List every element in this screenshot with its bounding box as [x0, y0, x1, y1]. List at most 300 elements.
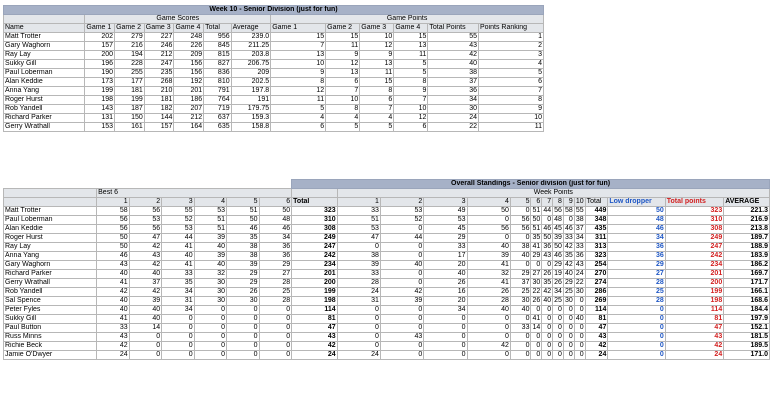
- week-cell: 186: [174, 96, 204, 105]
- total-points-cell: 308: [665, 225, 723, 234]
- week-point-cell: 42: [564, 261, 573, 268]
- week-point-cell: 25: [564, 288, 573, 295]
- week-total-cell: 43: [585, 333, 608, 342]
- week-point-cell: 31: [337, 297, 380, 306]
- week-cell: 212: [174, 114, 204, 123]
- week-cell: 181: [115, 87, 145, 96]
- total-points-header: Total points: [665, 198, 723, 207]
- average-cell: 189.5: [724, 342, 770, 351]
- week-point-cell: 40: [467, 243, 510, 252]
- week-cell: 164: [174, 123, 204, 132]
- week-point-cell: 40: [510, 306, 531, 315]
- best-score-cell: 0: [129, 333, 161, 342]
- week-point-cell: 0: [542, 342, 553, 351]
- week-point-cell: 0: [424, 333, 467, 342]
- average-cell: 183.9: [724, 252, 770, 261]
- best-score-cell: 53: [162, 225, 194, 234]
- week-total-cell: 286: [585, 288, 608, 297]
- best-score-cell: 40: [194, 243, 226, 252]
- total-points-cell: 81: [665, 315, 723, 324]
- game-points-header: Game Points: [271, 15, 544, 24]
- player-name: Ray Lay: [4, 243, 97, 252]
- low-dropper-header: Low dropper: [608, 198, 665, 207]
- week-total-cell: 270: [585, 270, 608, 279]
- best-score-cell: 0: [129, 351, 161, 360]
- week-col-header: 4: [467, 198, 510, 207]
- week-cell: 9: [360, 51, 394, 60]
- week-point-cell: 29: [554, 261, 562, 268]
- week-point-cell: 0: [337, 243, 380, 252]
- week-cell: 191: [231, 96, 271, 105]
- best-score-cell: 0: [259, 342, 292, 351]
- average-cell: 216.9: [724, 216, 770, 225]
- week-point-cell: 0: [380, 252, 423, 261]
- week-cell: 190: [85, 69, 115, 78]
- low-dropper-cell: 34: [608, 234, 665, 243]
- week-cell: 5: [360, 123, 394, 132]
- week-total-cell: 47: [585, 324, 608, 333]
- table-row: [4, 306, 770, 315]
- week-cell: 182: [144, 105, 174, 114]
- week-cell: 15: [326, 33, 360, 42]
- week-total-cell: 348: [585, 216, 608, 225]
- average-cell: 166.1: [724, 288, 770, 297]
- week-cell: 13: [360, 60, 394, 69]
- week-point-cell: 0: [553, 324, 564, 333]
- best-score-cell: 56: [129, 207, 161, 216]
- best-6-header: Best 6: [97, 189, 292, 198]
- week-cell: 8: [394, 78, 428, 87]
- player-name: Sukky Gill: [4, 60, 85, 69]
- week-cell: 30: [428, 105, 479, 114]
- best-score-cell: 47: [129, 234, 161, 243]
- week-point-cell: 0: [380, 225, 423, 234]
- week-cell: 268: [144, 78, 174, 87]
- week-cell: 12: [271, 87, 326, 96]
- week-point-cell: 0: [380, 306, 423, 315]
- week-cell: 13: [271, 51, 326, 60]
- week-total-cell: 24: [585, 351, 608, 360]
- week-point-cell: 0: [467, 333, 510, 342]
- best-score-cell: 33: [97, 324, 129, 333]
- week-point-cell: 0: [424, 342, 467, 351]
- best-score-cell: 40: [97, 306, 129, 315]
- week-point-cell: 43: [543, 252, 552, 259]
- player-name: Paul Loberman: [4, 69, 85, 78]
- best-score-cell: 48: [259, 216, 292, 225]
- low-dropper-cell: 0: [608, 333, 665, 342]
- table-row: [4, 288, 770, 297]
- player-name: Sukky Gill: [4, 315, 97, 324]
- week-cell: 791: [204, 87, 231, 96]
- table-row: [4, 33, 544, 42]
- total-points-cell: 247: [665, 243, 723, 252]
- week-point-cell: 0: [467, 324, 510, 333]
- week-point-cell: 29: [532, 252, 541, 259]
- player-name: Anna Yang: [4, 252, 97, 261]
- week-total-cell: 254: [585, 261, 608, 270]
- average-cell: 171.0: [724, 351, 770, 360]
- week-point-cell: 41: [467, 279, 510, 288]
- week-point-cell: 52: [380, 216, 423, 225]
- week-point-cell: 0: [542, 216, 553, 225]
- week-point-cell: 22: [575, 279, 584, 286]
- player-name: Richard Parker: [4, 114, 85, 123]
- week-point-cell: 58: [564, 207, 573, 214]
- best-total-cell: 201: [292, 270, 337, 279]
- best-score-cell: 53: [129, 216, 161, 225]
- week-cell: 207: [174, 105, 204, 114]
- week-header-cell: Game 1: [85, 24, 115, 33]
- week-point-cell: 42: [467, 342, 510, 351]
- week-cell: 211.25: [231, 42, 271, 51]
- average-cell: 171.7: [724, 279, 770, 288]
- best-score-cell: 26: [227, 288, 259, 297]
- week-cell: 194: [115, 51, 145, 60]
- total-points-cell: 47: [665, 324, 723, 333]
- best-total-cell: 24: [292, 351, 337, 360]
- best-score-cell: 33: [162, 270, 194, 279]
- table-row: [4, 315, 770, 324]
- week-point-cell: 53: [424, 216, 467, 225]
- total-points-cell: 199: [665, 288, 723, 297]
- week-point-cell: 33: [510, 324, 531, 333]
- week-title: Week 10 - Senior Division (just for fun): [4, 6, 544, 15]
- best-score-cell: 29: [227, 270, 259, 279]
- best-score-cell: 0: [129, 342, 161, 351]
- player-name: Peter Fyles: [4, 306, 97, 315]
- week-point-cell: 46: [554, 252, 562, 259]
- player-name: Roger Hurst: [4, 96, 85, 105]
- best-score-cell: 0: [162, 324, 194, 333]
- best-score-cell: 24: [97, 351, 129, 360]
- week-point-cell: 50: [532, 216, 541, 223]
- week-point-cell: 0: [542, 333, 553, 342]
- best-total-cell: 200: [292, 279, 337, 288]
- week-point-cell: 0: [563, 306, 574, 315]
- best-score-cell: 0: [259, 315, 292, 324]
- player-name: Matt Trotter: [4, 207, 97, 216]
- best-score-cell: 38: [227, 243, 259, 252]
- week-point-cell: 49: [424, 207, 467, 216]
- best-score-cell: 46: [259, 225, 292, 234]
- week-point-cell: 0: [337, 333, 380, 342]
- best-score-cell: 56: [97, 216, 129, 225]
- table-row: [4, 123, 544, 132]
- week-point-cell: 38: [510, 243, 531, 252]
- best-score-cell: 14: [129, 324, 161, 333]
- best-total-cell: 47: [292, 324, 337, 333]
- week-cell: 202: [85, 33, 115, 42]
- best-score-cell: 34: [162, 306, 194, 315]
- player-name: Rob Yandell: [4, 288, 97, 297]
- week-point-cell: 0: [553, 342, 564, 351]
- week-header-cell: Average: [231, 24, 271, 33]
- week-cell: 13: [394, 42, 428, 51]
- best-score-cell: 36: [259, 243, 292, 252]
- low-dropper-cell: 36: [608, 252, 665, 261]
- week-cell: 6: [326, 78, 360, 87]
- best-col-header: 1: [97, 198, 129, 207]
- week-point-cell: 0: [467, 351, 510, 360]
- best-score-cell: 41: [97, 279, 129, 288]
- best-score-cell: 0: [227, 351, 259, 360]
- week-point-cell: 35: [532, 234, 541, 241]
- best-score-cell: 39: [227, 261, 259, 270]
- week-point-cell: 0: [380, 342, 423, 351]
- week-point-cell: 0: [510, 207, 531, 216]
- week-point-cell: 0: [574, 324, 585, 333]
- week-point-cell: 50: [554, 243, 562, 250]
- week-cell: 36: [428, 87, 479, 96]
- best-score-cell: 28: [259, 297, 292, 306]
- best-total-cell: 234: [292, 261, 337, 270]
- player-name: Roger Hurst: [4, 234, 97, 243]
- week-cell: 153: [85, 123, 115, 132]
- best-score-cell: 40: [97, 270, 129, 279]
- best-total-cell: 323: [292, 207, 337, 216]
- player-name: Russ Minns: [4, 333, 97, 342]
- week-point-cell: 0: [467, 216, 510, 225]
- week-point-cell: 27: [532, 270, 541, 277]
- week-cell: 210: [144, 87, 174, 96]
- player-name: Gerry Wrathall: [4, 123, 85, 132]
- week-cell: 5: [326, 123, 360, 132]
- week-cell: 239.0: [231, 33, 271, 42]
- best-score-cell: 51: [194, 225, 226, 234]
- week-header-cell: Game 2: [115, 24, 145, 33]
- week-cell: 956: [204, 33, 231, 42]
- week-point-cell: 25: [510, 288, 531, 297]
- week-point-cell: 0: [380, 351, 423, 360]
- best-score-cell: 35: [227, 234, 259, 243]
- week-cell: 1: [478, 33, 543, 42]
- week-point-cell: 37: [575, 225, 584, 232]
- week-cell: 9: [271, 69, 326, 78]
- week-cell: 157: [144, 123, 174, 132]
- week-point-cell: 0: [563, 333, 574, 342]
- best-score-cell: 46: [97, 252, 129, 261]
- best-score-cell: 40: [97, 297, 129, 306]
- week-point-cell: 0: [467, 315, 510, 324]
- table-row: [4, 225, 770, 234]
- total-points-cell: 234: [665, 261, 723, 270]
- player-name: Paul Loberman: [4, 216, 97, 225]
- week-cell: 209: [231, 69, 271, 78]
- best-total-cell: 249: [292, 234, 337, 243]
- table-row: [4, 60, 544, 69]
- week-point-cell: 0: [563, 324, 574, 333]
- best-score-cell: 31: [162, 297, 194, 306]
- table-row: [4, 243, 770, 252]
- week-cell: 156: [174, 60, 204, 69]
- week-total-cell: 323: [585, 252, 608, 261]
- week-point-cell: 44: [380, 234, 423, 243]
- week-point-cell: 41: [532, 315, 541, 322]
- week-point-cell: 0: [553, 333, 564, 342]
- week-cell: 199: [115, 96, 145, 105]
- week-cell: 4: [326, 114, 360, 123]
- week-cell: 8: [326, 105, 360, 114]
- best-score-cell: 0: [227, 315, 259, 324]
- week-point-cell: 24: [575, 270, 584, 277]
- player-name: Richard Parker: [4, 270, 97, 279]
- week-point-cell: 26: [424, 279, 467, 288]
- best-score-cell: 41: [162, 261, 194, 270]
- best-col-header: 3: [162, 198, 194, 207]
- week-point-cell: 46: [564, 225, 573, 232]
- week-cell: 8: [271, 78, 326, 87]
- week-cell: 9: [478, 105, 543, 114]
- week-cell: 7: [271, 42, 326, 51]
- week-point-cell: 30: [564, 297, 573, 304]
- week-point-cell: 50: [467, 207, 510, 216]
- week-cell: 200: [85, 51, 115, 60]
- table-row: [4, 87, 544, 96]
- best-score-cell: 46: [227, 225, 259, 234]
- best-score-cell: 0: [259, 333, 292, 342]
- week-point-cell: 0: [337, 315, 380, 324]
- week-point-cell: 35: [564, 252, 573, 259]
- week-cell: 144: [144, 114, 174, 123]
- best-col-header: 5: [227, 198, 259, 207]
- total-points-cell: 310: [665, 216, 723, 225]
- week-cell: 15: [394, 33, 428, 42]
- table-row: [4, 333, 770, 342]
- best-total-cell: 43: [292, 333, 337, 342]
- week-cell: 7: [394, 96, 428, 105]
- week-cell: 157: [85, 42, 115, 51]
- week-cell: 212: [144, 51, 174, 60]
- best-score-cell: 30: [227, 297, 259, 306]
- best-score-cell: 43: [97, 333, 129, 342]
- best-score-cell: 42: [97, 288, 129, 297]
- best-total-cell: 247: [292, 243, 337, 252]
- best-score-cell: 50: [259, 207, 292, 216]
- week-cell: 3: [478, 51, 543, 60]
- week-point-cell: 0: [563, 315, 574, 324]
- player-name: Gary Waghorn: [4, 42, 85, 51]
- best-total-cell: 199: [292, 288, 337, 297]
- week-point-cell: 0: [510, 333, 531, 342]
- average-cell: 188.9: [724, 243, 770, 252]
- low-dropper-cell: 0: [608, 324, 665, 333]
- player-name: Richie Beck: [4, 342, 97, 351]
- best-score-cell: 25: [259, 288, 292, 297]
- table-row: [4, 69, 544, 78]
- week-header-cell: Total Points: [428, 24, 479, 33]
- week-cell: 810: [204, 78, 231, 87]
- week-point-cell: 45: [424, 225, 467, 234]
- week-cell: 247: [144, 60, 174, 69]
- low-dropper-cell: 36: [608, 243, 665, 252]
- low-dropper-cell: 0: [608, 342, 665, 351]
- player-name: Sal Spence: [4, 297, 97, 306]
- best-score-cell: 0: [227, 324, 259, 333]
- week-point-cell: 33: [337, 270, 380, 279]
- week-cell: 203.8: [231, 51, 271, 60]
- best-col-header: 4: [194, 198, 226, 207]
- week-point-cell: 0: [574, 351, 585, 360]
- week-point-cell: 37: [510, 279, 531, 288]
- best-score-cell: 50: [227, 216, 259, 225]
- week-point-cell: 30: [575, 288, 584, 295]
- player-name: Paul Button: [4, 324, 97, 333]
- total-points-cell: 249: [665, 234, 723, 243]
- week-cell: 10: [271, 60, 326, 69]
- player-name: Alan Keddie: [4, 78, 85, 87]
- average-cell: 186.2: [724, 261, 770, 270]
- best-score-cell: 51: [194, 216, 226, 225]
- week-point-cell: 51: [532, 207, 541, 214]
- week-total-cell: 114: [585, 306, 608, 315]
- week-point-cell: 20: [424, 297, 467, 306]
- week-cell: 11: [326, 42, 360, 51]
- week-point-cell: 46: [543, 225, 552, 232]
- low-dropper-cell: 29: [608, 261, 665, 270]
- best-score-cell: 34: [259, 234, 292, 243]
- week-cell: 11: [478, 123, 543, 132]
- week-cell: 209: [174, 51, 204, 60]
- average-cell: 168.6: [724, 297, 770, 306]
- week-points-header: Week Points: [337, 189, 769, 198]
- best-score-cell: 40: [129, 306, 161, 315]
- best-score-cell: 44: [162, 234, 194, 243]
- week-point-cell: 42: [380, 288, 423, 297]
- week-point-cell: 56: [510, 216, 531, 225]
- week-cell: 216: [115, 42, 145, 51]
- week-cell: 143: [85, 105, 115, 114]
- week-point-cell: 51: [337, 216, 380, 225]
- best-score-cell: 0: [259, 324, 292, 333]
- best-score-cell: 34: [162, 288, 194, 297]
- week-point-cell: 0: [510, 261, 531, 270]
- week-cell: 246: [144, 42, 174, 51]
- best-total-cell: 81: [292, 315, 337, 324]
- week-cell: 12: [326, 60, 360, 69]
- week-point-cell: 29: [424, 234, 467, 243]
- table-row: [4, 216, 770, 225]
- table-row: [4, 51, 544, 60]
- week-cell: 279: [115, 33, 145, 42]
- week-cell: 10: [360, 33, 394, 42]
- week-cell: 13: [326, 69, 360, 78]
- week-col-header: 6: [531, 198, 542, 207]
- best-score-cell: 55: [162, 207, 194, 216]
- week-point-cell: 33: [337, 207, 380, 216]
- week-header-cell: Game 2: [326, 24, 360, 33]
- week-point-cell: 0: [337, 342, 380, 351]
- best-total-header: Total: [292, 198, 337, 207]
- best-score-cell: 56: [129, 225, 161, 234]
- week-point-cell: 20: [424, 261, 467, 270]
- best-score-cell: 53: [194, 207, 226, 216]
- low-dropper-cell: 0: [608, 351, 665, 360]
- table-row: [4, 234, 770, 243]
- week-point-cell: 33: [564, 234, 573, 241]
- week-total-cell: 269: [585, 297, 608, 306]
- best-score-cell: 0: [162, 342, 194, 351]
- week-cell: 181: [144, 96, 174, 105]
- week-point-cell: 0: [380, 315, 423, 324]
- average-cell: 221.3: [724, 207, 770, 216]
- week-point-cell: 0: [531, 306, 542, 315]
- week-point-cell: 42: [564, 243, 573, 250]
- week-cell: 227: [144, 33, 174, 42]
- week-cell: 156: [174, 69, 204, 78]
- week-cell: 177: [115, 78, 145, 87]
- week-col-header: 1: [337, 198, 380, 207]
